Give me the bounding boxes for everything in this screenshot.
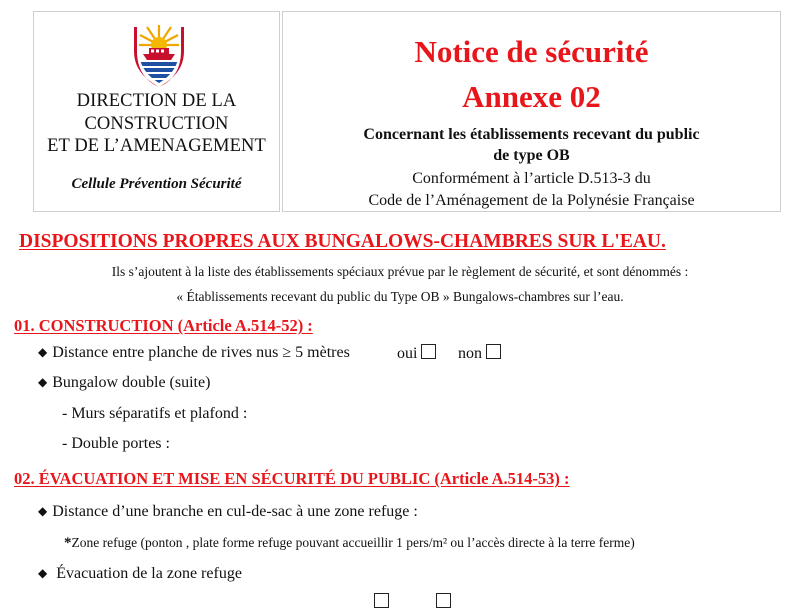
section-heading-evacuation: 02. ÉVACUATION ET MISE EN SÉCURITÉ DU PUBLIC (Article A.514-53) : <box>14 469 570 488</box>
organization-name-line: DIRECTION DE LA <box>76 91 237 111</box>
section-heading-construction: 01. CONSTRUCTION (Article A.514-52) : <box>14 316 313 335</box>
refuge-zone-note <box>64 535 635 552</box>
diamond-bullet-icon: ◆ <box>38 375 48 389</box>
asterisk: * <box>64 535 72 551</box>
annex-number: Annexe 02 <box>462 79 601 114</box>
diamond-bullet-icon: ◆ <box>38 345 48 359</box>
intro-line: Ils s’ajoutent à la liste des établissements spéciaux prévue par le règlement de sécurité, et sont dénommés : <box>111 264 689 279</box>
diamond-bullet-icon: ◆ <box>38 566 48 580</box>
note-text: Zone refuge (ponton , plate forme refuge pouvant accueillir 1 pers/m² ou l’accès directe à la terre ferme) <box>71 535 635 550</box>
concern-text <box>283 124 780 166</box>
no-checkbox[interactable] <box>486 344 501 359</box>
header-notice-panel <box>282 11 781 212</box>
cutoff-checkbox[interactable] <box>370 593 389 612</box>
distance-no-option[interactable] <box>458 344 501 363</box>
department-cell-label: Cellule Prévention Sécurité <box>71 176 242 192</box>
cutoff-checkbox[interactable] <box>432 593 451 612</box>
construction-distance-item <box>38 344 350 362</box>
conformity-line: Conformément à l’article D.513-3 du <box>412 170 651 187</box>
checkbox-icon[interactable] <box>374 593 389 608</box>
item-label: Bungalow double (suite) <box>52 374 211 391</box>
main-heading: DISPOSITIONS PROPRES AUX BUNGALOWS-CHAMBRES SUR L'EAU. <box>19 231 666 252</box>
item-label: Évacuation de la zone refuge <box>52 565 242 582</box>
double-doors-subitem: - Double portes : <box>62 435 170 452</box>
conformity-text <box>283 168 780 212</box>
checkbox-icon[interactable] <box>436 593 451 608</box>
item-label: Distance d’une branche en cul-de-sac à une zone refuge : <box>52 503 418 520</box>
yes-checkbox[interactable] <box>421 344 436 359</box>
double-bungalow-item <box>38 374 210 392</box>
concern-line: de type OB <box>493 147 570 164</box>
item-label: Distance entre planche de rives nus ≥ 5 mètres <box>52 344 350 361</box>
document-title: Notice de sécurité <box>414 34 649 69</box>
organization-name-line: ET DE L’AMENAGEMENT <box>47 136 266 156</box>
distance-yes-option[interactable] <box>397 344 436 363</box>
header-organization-panel <box>33 11 280 212</box>
refuge-evacuation-item <box>38 565 242 583</box>
intro-line: « Établissements recevant du public du Type OB » Bungalows-chambres sur l’eau. <box>176 289 624 304</box>
concern-line: Concernant les établissements recevant du public <box>363 126 700 143</box>
option-label: non <box>458 345 482 362</box>
organization-name <box>34 90 279 158</box>
option-label: oui <box>397 345 418 362</box>
conformity-line: Code de l’Aménagement de la Polynésie Française <box>368 192 695 209</box>
diamond-bullet-icon: ◆ <box>38 504 48 518</box>
dead-end-distance-item <box>38 503 418 521</box>
separating-walls-subitem: - Murs séparatifs et plafond : <box>62 405 248 422</box>
polynesia-coat-of-arms-icon <box>131 21 187 89</box>
organization-name-line: CONSTRUCTION <box>84 113 229 134</box>
